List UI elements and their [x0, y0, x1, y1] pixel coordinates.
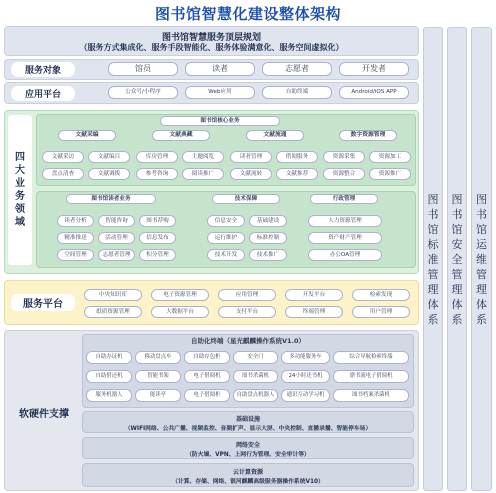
side-column-2-char: 系 [476, 312, 487, 326]
hardware-label: 软硬件支撑 [19, 408, 69, 420]
infra-title: 基础设施 [235, 416, 260, 423]
side-column-2-char: 图 [476, 192, 487, 206]
service-platform-item: 开发平台 [285, 289, 343, 301]
side-column-0-char: 系 [427, 312, 439, 326]
side-column-1-char: 图 [451, 192, 463, 206]
tech-item: 技术开发 [207, 249, 245, 261]
service-platform-label: 服务平台 [11, 294, 75, 311]
tech-item: 信息安全 [207, 215, 245, 227]
core-group-item: 文献编目 [88, 151, 130, 163]
tech-item: 基础建设 [249, 215, 287, 227]
app-platform-label: 应用平台 [11, 86, 75, 101]
reader-item: 志愿者管理 [98, 249, 135, 261]
business-label-char: 四 [15, 152, 25, 163]
service-platform-band [4, 280, 419, 325]
admin-item: 办公OA管理 [308, 249, 382, 261]
service-platform-item: 支付平台 [218, 306, 276, 318]
reader-item: 智能咨询 [98, 215, 135, 227]
core-group-title: 文献流通 [246, 130, 304, 141]
reader-item: 活动管理 [98, 232, 135, 244]
reader-item: 图书荐购 [139, 215, 176, 227]
cloud-title: 云计算资源 [232, 469, 263, 476]
service-object-item: 开发者 [339, 62, 409, 76]
business-label-char: 领 [15, 204, 25, 215]
side-column-0-char: 标 [427, 237, 439, 251]
terminal-item: 自助借还机 [86, 370, 132, 383]
core-group-title: 文献采编 [58, 130, 116, 141]
side-column-2-char: 运 [476, 237, 487, 251]
service-platform-item: 应用管理 [218, 289, 276, 301]
tech-title: 技术保障 [212, 194, 280, 204]
core-group-item: 资源推广 [369, 168, 411, 180]
app-platform-item: 自助终端 [262, 86, 332, 99]
business-label-box [8, 115, 32, 265]
terminal-item: 自助存包柜 [184, 351, 230, 364]
page-title: 图书馆智慧化建设整体架构 [154, 5, 341, 23]
business-label-char: 大 [15, 165, 25, 176]
terminal-item: 多功能服务车 [281, 351, 330, 364]
top-plan-line1: 图书馆智慧服务顶层规划 [161, 33, 261, 43]
side-column-0-char: 馆 [427, 222, 439, 236]
side-column-2-char: 书 [476, 207, 487, 221]
network-security-desc: （防火墙、VPN、上网行为管理、安全审计等） [186, 452, 310, 458]
top-plan-line2: （服务方式集成化、服务手段智能化、服务体验满意化、服务空间虚拟化） [79, 43, 344, 52]
tech-item: 运行维护 [207, 232, 245, 244]
side-column-operations-text [472, 28, 491, 490]
side-column-2-char: 维 [476, 252, 487, 266]
side-column-1-char: 馆 [451, 222, 463, 236]
infra-desc: （WIFI网络、公共广播、视频监控、音频扩声、显示大屏、中央控制、直播录播、智能停车场） [124, 426, 372, 432]
app-platform-item: 公众号/小程序 [108, 86, 178, 99]
reader-business-title: 图书馆读者业务 [66, 194, 156, 204]
business-label-char: 业 [15, 178, 25, 189]
core-group-item: 文献采访 [42, 151, 84, 163]
reader-item: 信息发布 [139, 232, 176, 244]
side-column-1-char: 书 [451, 207, 463, 221]
service-objects-label: 服务对象 [11, 62, 75, 77]
service-platform-item: 中央知识库 [84, 289, 142, 301]
core-group-item: 文献推荐 [276, 168, 318, 180]
side-column-2-char: 理 [476, 282, 487, 296]
side-column-operations [471, 27, 492, 491]
terminal-item: 安全门 [233, 351, 278, 364]
side-column-security [447, 27, 467, 491]
terminal-item: 智能书架 [135, 370, 181, 383]
side-column-1-char: 全 [451, 252, 463, 266]
side-column-2-char: 管 [476, 267, 487, 281]
terminal-item: 图书档案杀菌机 [333, 389, 409, 402]
business-label-char: 务 [15, 191, 25, 202]
side-column-1-char: 管 [451, 267, 463, 281]
terminal-item: 电子借阅机 [184, 370, 230, 383]
side-column-standard [423, 27, 443, 491]
service-platform-item: 电子资源管理 [151, 289, 209, 301]
terminal-item: 图书杀菌机 [233, 370, 278, 383]
core-group-item: 借阅服务 [276, 151, 318, 163]
cloud-panel [82, 463, 414, 487]
core-group-title: 数字资源管理 [339, 130, 397, 141]
service-object-item: 馆员 [108, 62, 178, 76]
terminal-item: 自助盘点机器人 [233, 389, 278, 402]
core-group-title: 文献典藏 [152, 130, 210, 141]
terminal-item: 自助办证机 [86, 351, 132, 364]
core-group-item: 阅读推广 [182, 168, 224, 180]
core-group-item: 资源整合 [323, 168, 365, 180]
side-column-security-text [448, 28, 466, 490]
reader-item: 读者分析 [57, 215, 94, 227]
terminal-item: 移动盘点车 [135, 351, 181, 364]
core-group-item: 文献流转 [230, 168, 272, 180]
core-group-item: 参考咨询 [136, 168, 178, 180]
core-group-item: 盘点清查 [42, 168, 84, 180]
side-column-standard-text [424, 28, 442, 490]
terminal-item: 服务机器人 [86, 389, 132, 402]
side-column-0-char: 书 [427, 207, 439, 221]
core-group-item: 库房管理 [136, 151, 178, 163]
network-security-panel [82, 437, 414, 459]
admin-title: 行政管理 [310, 194, 378, 204]
side-column-2-char: 体 [476, 297, 487, 311]
reader-item: 空间管理 [57, 249, 94, 261]
side-column-1-char: 体 [451, 297, 463, 311]
side-column-0-char: 准 [427, 252, 439, 266]
business-label-char: 域 [15, 217, 25, 228]
core-group-item: 主题阅览 [182, 151, 224, 163]
tech-item: 技术推广 [249, 249, 287, 261]
service-object-item: 读者 [185, 62, 255, 76]
cloud-desc: （计算、存储、网络、银河麒麟高级服务器操作系统V10） [172, 479, 324, 485]
core-group-item: 资源加工 [369, 151, 411, 163]
core-business-title: 图书馆核心业务 [160, 116, 280, 126]
reader-item: 精准推送 [57, 232, 94, 244]
terminal-item: 能读亭 [135, 389, 181, 402]
service-platform-item: 纸质资源管理 [84, 306, 142, 318]
service-platform-item: 大数据平台 [151, 306, 209, 318]
infra-panel [82, 411, 414, 433]
top-plan-panel [4, 26, 419, 56]
app-platform-item: Web应用 [185, 86, 255, 99]
service-platform-item: 用户管理 [352, 306, 410, 318]
terminal-item: 电子借阅柜 [184, 389, 230, 402]
core-group-item: 读者管理 [230, 151, 272, 163]
side-column-0-char: 管 [427, 267, 439, 281]
side-column-0-char: 理 [427, 282, 439, 296]
side-column-0-char: 图 [427, 192, 439, 206]
terminal-item: 通识互动学习机 [281, 389, 330, 402]
terminal-item: 24小时还书机 [281, 370, 330, 383]
service-platform-item: 终端管理 [285, 306, 343, 318]
side-column-2-char: 馆 [476, 222, 487, 236]
reader-item: 积分管理 [139, 249, 176, 261]
app-platform-item: Android/iOS APP [339, 86, 409, 99]
service-platform-item: 检索发现 [352, 289, 410, 301]
business-label [8, 115, 32, 265]
service-object-item: 志愿者 [262, 62, 332, 76]
side-column-1-char: 理 [451, 282, 463, 296]
side-column-0-char: 体 [427, 297, 439, 311]
terminal-title: 自助化终端（星光麒麟操作系统V1.0） [190, 337, 306, 345]
core-group-item: 资源采集 [323, 151, 365, 163]
network-security-title: 网络安全 [235, 442, 260, 449]
tech-item: 标准控制 [249, 232, 287, 244]
admin-item: 人力资源管理 [308, 215, 382, 227]
core-group-item: 文献调拨 [88, 168, 130, 180]
side-column-1-char: 安 [451, 237, 463, 251]
side-column-1-char: 系 [451, 312, 463, 326]
admin-item: 资产财产管理 [308, 232, 382, 244]
terminal-item: 综合导航检索终端 [333, 351, 409, 364]
terminal-item: 漂书流电子借阅机 [333, 370, 409, 383]
